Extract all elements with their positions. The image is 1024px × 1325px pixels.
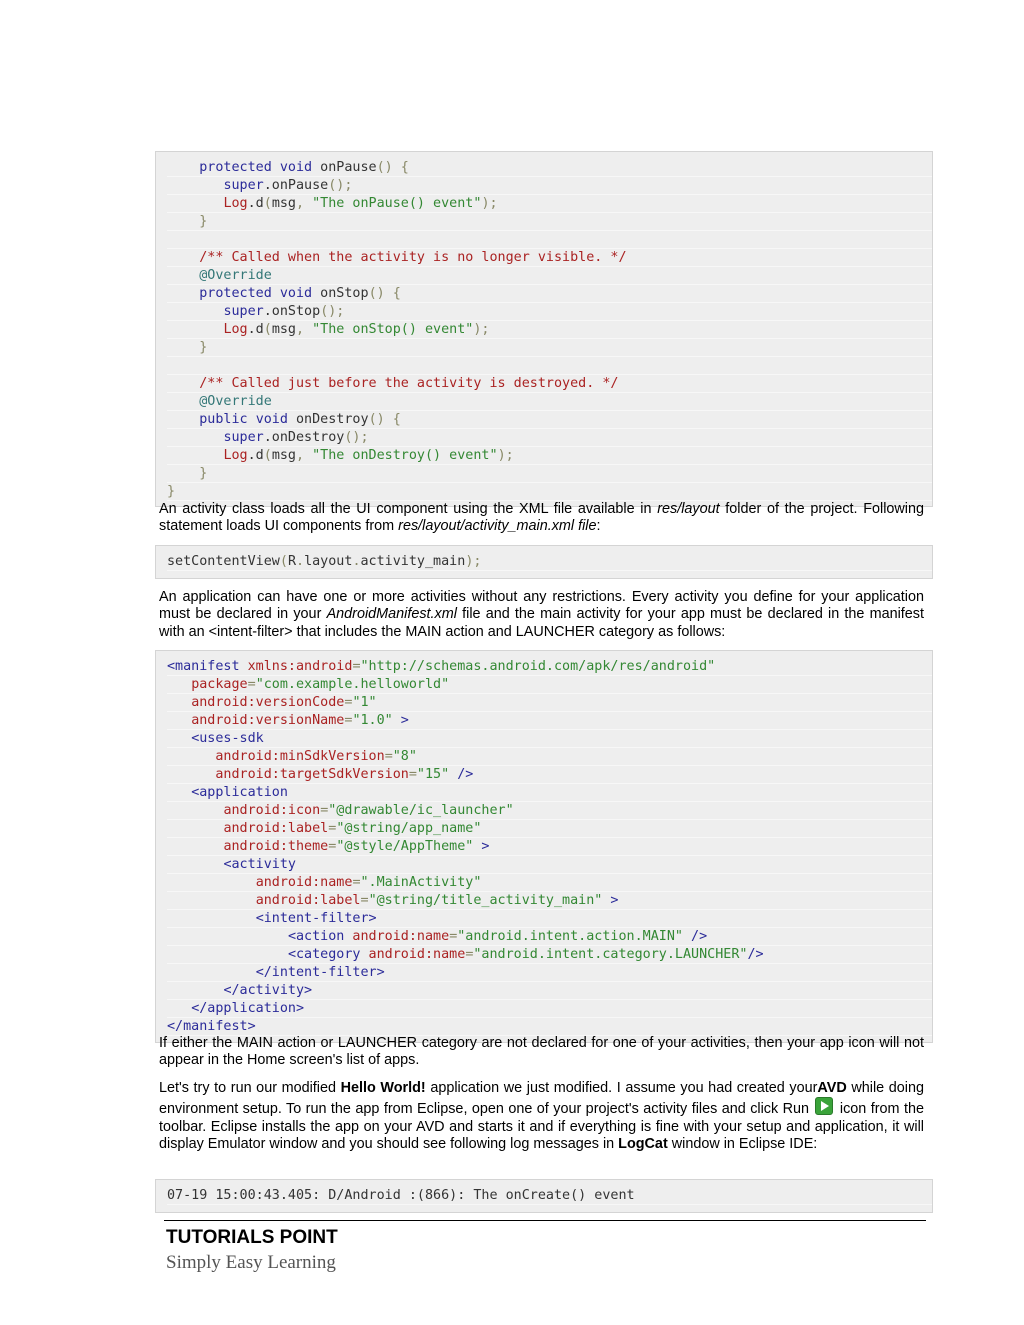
code-token: /> [449,767,474,782]
code-token: = [352,659,361,674]
run-icon [815,1097,833,1115]
code-token: msg [271,448,296,463]
code-token: android:icon [223,803,321,818]
code-token [167,340,199,355]
code-token: = [344,695,353,710]
code-token: , [296,322,313,337]
code-token: .onPause [263,178,329,193]
code-block-setcontentview [155,545,933,579]
code-line [167,1000,932,1018]
code-token: ); [473,322,490,337]
text-segment: An application can have one or more activities without any restrictions. Every activity you define for your application must be declared in your [159,589,924,623]
code-token: void [255,412,288,427]
code-token: super [223,430,264,445]
code-token: </activity> [223,983,313,998]
code-token: > [473,839,490,854]
code-token: /** Called when the activity is no longer visible. */ [199,250,627,265]
code-token: > [602,893,619,908]
code-token [167,821,223,836]
text-segment: file and the main activity for your app must be declared in the manifest with an <intent-filter> that includes the MAIN action and LAUNCHER category as follows: [159,606,924,640]
footer-divider [164,1220,926,1221]
code-line [167,447,932,465]
paragraph-launcher-note [159,1035,924,1070]
code-line [167,820,932,838]
code-line [167,784,932,802]
code-token: activity_main [360,554,466,569]
code-token: } [199,466,208,481]
code-token: .d [247,322,264,337]
code-token: "8" [392,749,417,764]
code-line [167,267,932,285]
code-token: = [352,875,361,890]
code-line [167,249,932,267]
code-token: } [199,214,208,229]
text-segment: An activity class loads all the UI component using the XML file available in [159,501,658,517]
code-token: , [296,448,313,463]
code-token: R [287,554,296,569]
code-token [167,448,223,463]
code-token [167,983,223,998]
code-block-logcat [155,1179,933,1213]
code-token: msg [271,322,296,337]
code-token: = [465,947,474,962]
code-token: setContentView [167,554,280,569]
code-token: /> [682,929,708,944]
code-token: ( [263,196,272,211]
code-line [167,892,932,910]
code-token: () { [368,286,401,301]
code-token: protected [199,286,272,301]
code-line [167,748,932,766]
code-token: layout [304,554,353,569]
code-token: = [384,749,393,764]
code-token: onPause [312,160,377,175]
code-token [167,214,199,229]
code-token: @Override [199,268,272,283]
code-line [167,874,932,892]
code-token: "android.intent.category.LAUNCHER" [473,947,748,962]
code-token: = [360,893,369,908]
code-token [167,893,256,908]
code-token: ( [279,554,288,569]
code-token: <action [287,929,345,944]
code-token: super [223,178,264,193]
code-token: ); [481,196,498,211]
text-segment: res/layout [657,501,720,517]
code-token: android:versionName [191,713,345,728]
code-token: android:versionCode [191,695,345,710]
code-token [167,947,288,962]
code-token: Log [223,448,248,463]
code-token: @Override [199,394,272,409]
code-token [167,857,223,872]
code-token [167,929,288,944]
code-line [167,928,932,946]
code-token [167,196,223,211]
code-line [167,303,932,321]
code-token: (); [328,178,353,193]
code-token: android:minSdkVersion [215,749,385,764]
text-segment: window in Eclipse IDE: [667,1135,818,1152]
code-token: <uses-sdk [191,731,264,746]
code-token: . [352,554,361,569]
code-token: (); [344,430,369,445]
code-token: Log [223,322,248,337]
code-token [167,875,256,890]
paragraph-run-instructions [159,1080,924,1153]
code-token [167,322,223,337]
code-token: super [223,304,264,319]
text-segment: folder of the project. Following statement loads UI components from [159,501,924,535]
code-token: = [328,839,337,854]
code-token: .d [247,196,264,211]
code-token [167,767,215,782]
code-token [167,803,223,818]
code-line [167,946,932,964]
code-token: protected [199,160,272,175]
code-line [167,1018,932,1036]
code-token: "15" [416,767,450,782]
text-segment: AVD [817,1080,847,1096]
code-line [167,393,932,411]
code-token: = [449,929,458,944]
code-line [167,429,932,447]
code-line [167,658,932,676]
code-token: "@style/AppTheme" [336,839,474,854]
code-token: ".MainActivity" [360,875,482,890]
code-line [167,1187,932,1205]
code-token: android:label [223,821,329,836]
code-token [167,677,191,692]
text-segment: res/layout/activity_main.xml file [398,518,597,535]
paragraph-manifest-intro [159,589,924,641]
code-token: (); [320,304,345,319]
code-token: .onDestroy [263,430,345,445]
footer-title: TUTORIALS POINT [166,1227,338,1248]
code-line [167,553,932,571]
code-token [167,695,191,710]
code-line [167,231,932,249]
code-token: = [344,713,353,728]
code-line [167,694,932,712]
code-token [272,160,280,175]
run-instructions-part-1 [159,1080,924,1117]
text-segment: : [596,518,601,535]
text-segment: while doing environment setup. To run the app from Eclipse, open one of your project's activity files and click Run [159,1080,924,1118]
code-line [167,159,932,177]
code-token: = [328,821,337,836]
code-token: onStop [312,286,369,301]
code-token: android:name [360,947,466,962]
code-token: . [296,554,305,569]
code-token: } [199,340,208,355]
code-line [167,982,932,1000]
text-segment: icon from the toolbar. Eclipse installs the app on your AVD and starts it and if everything is fine with your setup and application, it will display Emulator window and you should see following log messages in [159,1101,924,1152]
code-line [167,339,932,357]
code-token [167,268,199,283]
code-token: </manifest> [167,1019,256,1034]
code-token: ( [263,322,272,337]
code-line [167,375,932,393]
code-token [167,178,223,193]
code-token: } [167,484,176,499]
code-token: "The onPause() event" [312,196,482,211]
code-token: void [279,286,313,301]
code-token: android:targetSdkVersion [215,767,409,782]
code-block-lifecycle [155,151,933,507]
code-token [167,430,223,445]
code-token: = [320,803,329,818]
code-token: /** Called just before the activity is destroyed. */ [199,376,619,391]
code-line [167,411,932,429]
code-token [167,785,191,800]
code-token: msg [271,196,296,211]
paragraph-layout-intro [159,501,924,536]
code-token: <category [287,947,361,962]
code-token: android:theme [223,839,329,854]
text-segment: Hello World! [340,1080,426,1096]
code-line [167,766,932,784]
code-token: "com.example.helloworld" [255,677,450,692]
code-token [167,250,199,265]
code-token [167,304,223,319]
code-line [167,357,932,375]
code-token: "The onDestroy() event" [312,448,498,463]
code-token: = [247,677,256,692]
code-token: </application> [191,1001,305,1016]
code-token [167,911,256,926]
code-token: "http://schemas.android.com/apk/res/android" [360,659,716,674]
code-token: .d [247,448,264,463]
code-token [167,412,199,427]
code-token: () { [376,160,409,175]
code-token: () { [368,412,401,427]
code-token [167,1001,191,1016]
code-line [167,483,932,501]
code-line [167,802,932,820]
code-token [167,286,199,301]
code-token: ); [497,448,514,463]
code-line [167,964,932,982]
text-segment: AndroidManifest.xml [326,606,457,623]
code-token [167,394,199,409]
code-token [167,160,199,175]
code-line [167,213,932,231]
code-token [167,965,256,980]
code-token: public [199,412,248,427]
code-line [167,285,932,303]
code-token: "android.intent.action.MAIN" [457,929,683,944]
code-token: android:label [255,893,361,908]
code-token: "1.0" [352,713,393,728]
code-line [167,856,932,874]
code-line [167,712,932,730]
code-token [167,376,199,391]
code-token: .onStop [263,304,321,319]
code-line [167,910,932,928]
code-token [167,839,223,854]
code-token: "@string/app_name" [336,821,482,836]
text-segment: If either the MAIN action or LAUNCHER category are not declared for one of your activities, then your app icon will not appear in the Home screen's list of apps. [159,1035,924,1069]
code-token [167,713,191,728]
code-token: package [191,677,248,692]
code-token: /> [747,947,764,962]
text-segment: application we just modified. I assume you had created your [425,1080,818,1096]
code-line [167,465,932,483]
code-token [248,412,256,427]
code-token [167,466,199,481]
code-token: = [408,767,417,782]
text-segment: Let's try to run our modified [159,1080,341,1096]
text-segment: LogCat [618,1135,668,1152]
code-line [167,730,932,748]
code-token: android:name [344,929,450,944]
code-line [167,195,932,213]
code-token: xmlns:android [239,659,353,674]
code-line [167,177,932,195]
code-line [167,838,932,856]
code-token: void [279,160,313,175]
code-token: ( [263,448,272,463]
code-token: > [392,713,409,728]
code-token: <intent-filter> [255,911,377,926]
code-token: ); [465,554,482,569]
code-token: <manifest [167,659,240,674]
code-token [167,731,191,746]
footer-subtitle: Simply Easy Learning [166,1252,336,1273]
code-token: onDestroy [287,412,369,427]
code-token: <application [191,785,288,800]
code-token: "1" [352,695,377,710]
code-token: "The onStop() event" [312,322,474,337]
code-block-manifest [155,650,933,1043]
code-token: "@string/title_activity_main" [368,893,603,908]
code-token: "@drawable/ic_launcher" [328,803,514,818]
code-token: Log [223,196,248,211]
code-line [167,676,932,694]
code-token: android:name [255,875,353,890]
code-token: , [296,196,313,211]
code-token: </intent-filter> [255,965,385,980]
code-token: 07-19 15:00:43.405: D/Android :(866): The onCreate() event [167,1188,635,1203]
code-line [167,321,932,339]
code-token [167,749,215,764]
code-token: <activity [223,857,296,872]
code-token [272,286,280,301]
